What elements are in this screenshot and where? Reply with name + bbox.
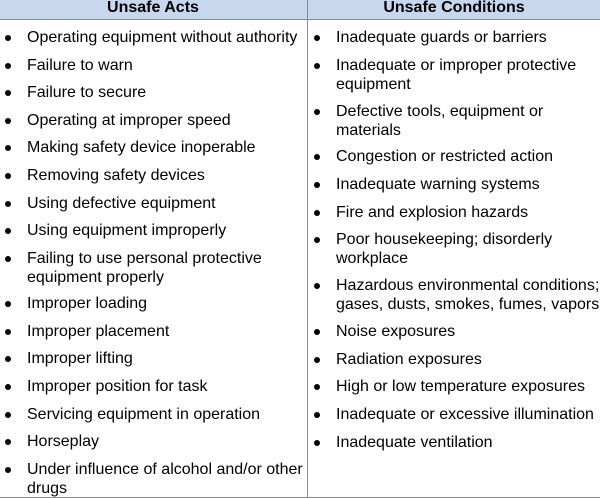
list-item	[336, 102, 600, 140]
bullet-icon	[5, 467, 11, 473]
unsafe-conditions-column	[308, 20, 600, 497]
list-item	[27, 322, 307, 341]
list-item	[336, 433, 600, 452]
list-item-text: Improper position for task	[27, 378, 208, 395]
bullet-icon	[314, 35, 320, 41]
bullet-icon	[314, 109, 320, 115]
list-item-text: Congestion or restricted action	[336, 148, 553, 165]
list-item-text: Failure to secure	[27, 84, 147, 101]
list-item-text: Making safety device inoperable	[27, 139, 256, 156]
list-item-text: Failing to use personal protective equipment properly	[27, 250, 262, 286]
list-item	[336, 350, 600, 369]
bullet-icon	[5, 118, 11, 124]
list-item	[336, 203, 600, 222]
list-item	[27, 138, 307, 157]
list-item	[27, 194, 307, 213]
list-item	[336, 377, 600, 396]
list-item	[27, 111, 307, 130]
bullet-icon	[5, 439, 11, 445]
list-item-text: Improper placement	[27, 323, 170, 340]
bullet-icon	[314, 283, 320, 289]
bullet-icon	[5, 356, 11, 362]
list-item-text: Horseplay	[27, 433, 100, 450]
list-item-text: Servicing equipment in operation	[27, 406, 261, 423]
list-item	[336, 230, 600, 268]
bullet-icon	[5, 90, 11, 96]
bullet-icon	[314, 357, 320, 363]
bullet-icon	[314, 237, 320, 243]
bullet-icon	[314, 154, 320, 160]
list-item-text: Under influence of alcohol and/or other drugs	[27, 461, 303, 497]
list-item-text: Fire and explosion hazards	[336, 204, 529, 221]
bullet-icon	[5, 412, 11, 418]
list-item-text: Radiation exposures	[336, 351, 482, 368]
bullet-icon	[5, 173, 11, 179]
unsafe-acts-column	[0, 20, 308, 497]
list-item-text: Improper loading	[27, 295, 148, 312]
list-item-text: Inadequate guards or barriers	[336, 29, 547, 46]
list-item	[336, 276, 600, 314]
list-item-text: Operating equipment without authority	[27, 29, 298, 46]
bullet-icon	[5, 228, 11, 234]
list-item	[27, 405, 307, 424]
bullet-icon	[5, 201, 11, 207]
list-item-text: Inadequate ventilation	[336, 434, 493, 451]
bullet-icon	[314, 384, 320, 390]
bullet-icon	[5, 145, 11, 151]
list-item	[27, 56, 307, 75]
bullet-icon	[314, 182, 320, 188]
list-item-text: Operating at improper speed	[27, 112, 231, 129]
bullet-icon	[314, 210, 320, 216]
list-item	[27, 249, 307, 287]
bullet-icon	[5, 35, 11, 41]
list-item-text: Noise exposures	[336, 323, 456, 340]
list-item-text: Improper lifting	[27, 350, 133, 367]
bullet-icon	[314, 440, 320, 446]
bullet-icon	[314, 63, 320, 69]
list-item	[27, 460, 307, 498]
list-item-text: Inadequate or improper protective equipment	[336, 57, 577, 93]
unsafe-acts-header: Unsafe Acts	[0, 0, 308, 20]
list-item-text: Using defective equipment	[27, 195, 216, 212]
list-item	[27, 377, 307, 396]
list-item	[27, 349, 307, 368]
unsafe-conditions-header: Unsafe Conditions	[308, 0, 600, 20]
list-item-text: Defective tools, equipment or materials	[336, 103, 544, 139]
list-item	[27, 166, 307, 185]
list-item	[27, 28, 307, 47]
list-item	[336, 175, 600, 194]
list-item	[336, 405, 600, 424]
bullet-icon	[5, 301, 11, 307]
list-item	[27, 294, 307, 313]
list-item-text: Poor housekeeping; disorderly workplace	[336, 231, 553, 267]
list-item	[336, 56, 600, 94]
list-item-text: High or low temperature exposures	[336, 378, 586, 395]
bullet-icon	[5, 384, 11, 390]
list-item-text: Failure to warn	[27, 57, 133, 74]
list-item-text: Using equipment improperly	[27, 222, 227, 239]
list-item-text: Inadequate or excessive illumination	[336, 406, 594, 423]
bullet-icon	[314, 412, 320, 418]
list-item	[27, 221, 307, 240]
list-item-text: Hazardous environmental conditions; gases, dusts, smokes, fumes, vapors	[336, 277, 600, 313]
bullet-icon	[5, 256, 11, 262]
list-item	[27, 432, 307, 451]
list-item-text: Removing safety devices	[27, 167, 205, 184]
list-item	[336, 147, 600, 166]
bullet-icon	[5, 329, 11, 335]
list-item-text: Inadequate warning systems	[336, 176, 540, 193]
bullet-icon	[314, 329, 320, 335]
list-item	[336, 322, 600, 341]
bullet-icon	[5, 63, 11, 69]
list-item	[27, 83, 307, 102]
list-item	[336, 28, 600, 47]
